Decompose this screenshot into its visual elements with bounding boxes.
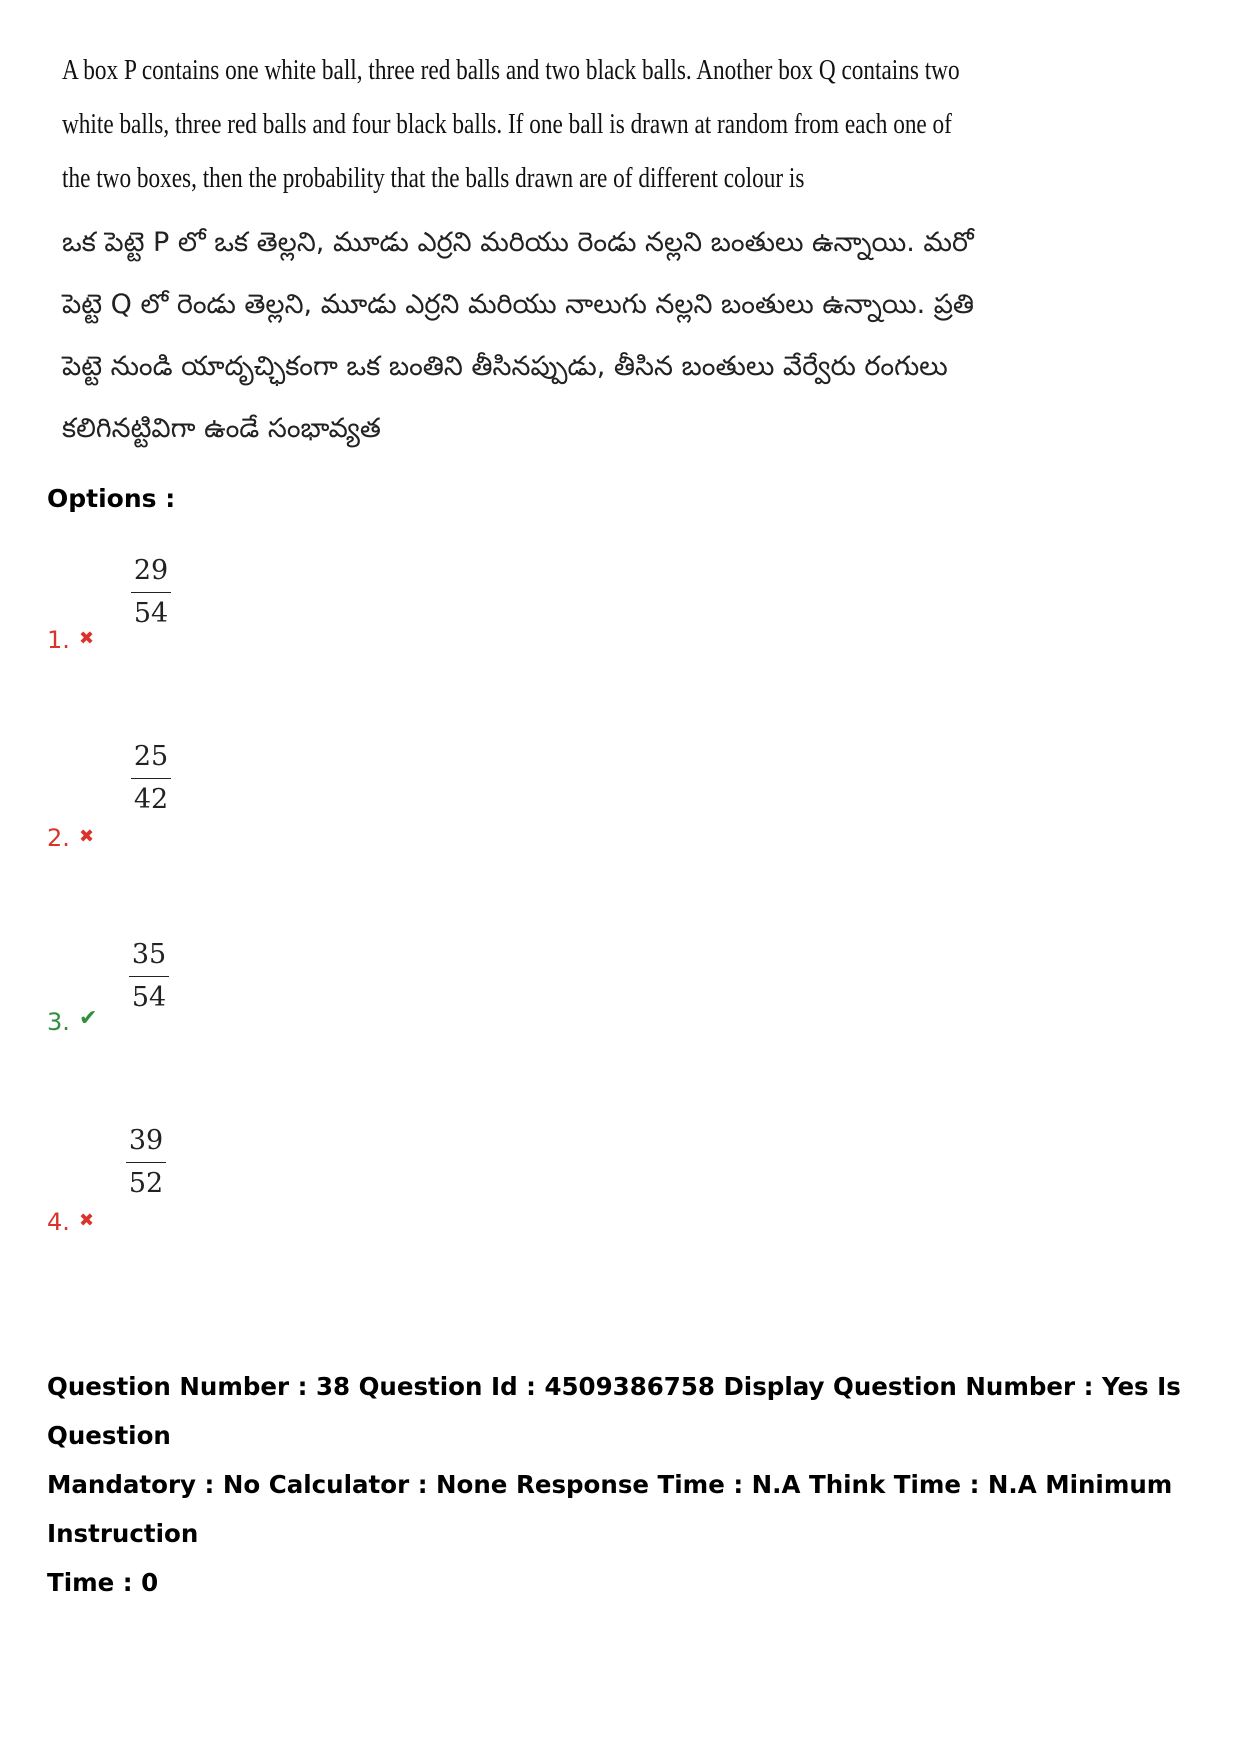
question-telugu-line: ఒక పెట్టె P లో ఒక తెల్లని, మూడు ఎర్రని మరియు రెండు నల్లని బంతులు ఉన్నాయి. మరో [62,227,974,258]
question-telugu [62,212,975,460]
question-metadata [47,1362,1207,1607]
option-3[interactable] [47,940,247,1060]
fraction-numerator: 35 [129,940,169,977]
option-number: 4. [47,1208,70,1236]
fraction-numerator: 25 [131,742,171,779]
option-number: 1. [47,626,70,654]
question-english [62,44,960,206]
option-fraction [129,940,169,1013]
option-1[interactable] [47,556,247,676]
question-english-line: white balls, three red balls and four black balls. If one ball is drawn at random from each one of [62,109,952,140]
option-fraction [126,1126,166,1199]
fraction-denominator: 54 [131,982,167,1013]
option-fraction [131,556,171,629]
options-label: Options : [47,484,176,513]
wrong-icon: ✖ [79,1210,95,1231]
question-english-line: A box P contains one white ball, three red balls and two black balls. Another box Q contains two [62,55,960,86]
question-telugu-line: కలిగినట్టివిగా ఉండే సంభావ్యత [62,413,381,444]
question-text-image [62,44,975,460]
option-number: 2. [47,824,70,852]
fraction-denominator: 42 [133,784,169,815]
wrong-icon: ✖ [79,628,95,649]
fraction-numerator: 39 [126,1126,166,1163]
option-2[interactable] [47,742,247,862]
fraction-numerator: 29 [131,556,171,593]
fraction-denominator: 52 [128,1168,164,1199]
metadata-line: Mandatory : No Calculator : None Response Time : N.A Think Time : N.A Minimum Instruction [47,1470,1173,1548]
metadata-line: Time : 0 [47,1568,159,1597]
option-number: 3. [47,1008,70,1036]
option-4[interactable] [47,1126,247,1246]
question-telugu-line: పెట్టె నుండి యాదృచ్ఛికంగా ఒక బంతిని తీసినప్పుడు, తీసిన బంతులు వేర్వేరు రంగులు [62,351,948,382]
check-icon: ✔ [79,1006,98,1031]
metadata-line: Question Number : 38 Question Id : 4509386758 Display Question Number : Yes Is Question [47,1372,1181,1450]
question-english-line: the two boxes, then the probability that the balls drawn are of different colour is [62,163,805,194]
question-telugu-line: పెట్టె Q లో రెండు తెల్లని, మూడు ఎర్రని మరియు నాలుగు నల్లని బంతులు ఉన్నాయి. ప్రతి [62,289,975,320]
option-fraction [131,742,171,815]
wrong-icon: ✖ [79,826,95,847]
fraction-denominator: 54 [133,598,169,629]
